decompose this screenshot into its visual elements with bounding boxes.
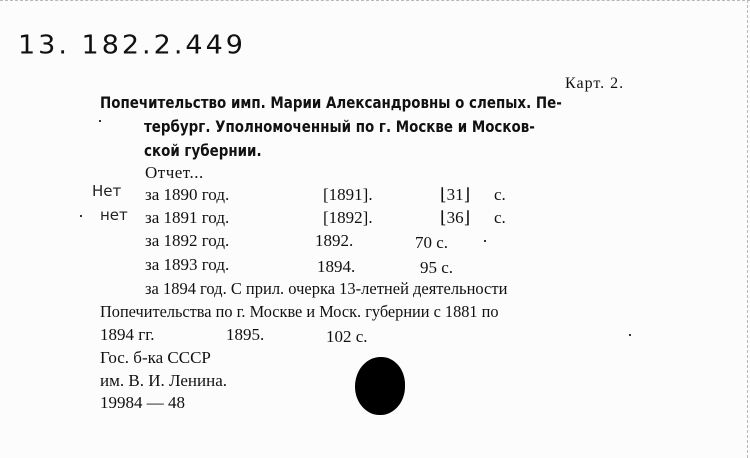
- speck: [80, 215, 82, 217]
- title: Отчет...: [145, 163, 204, 182]
- entry-1894-imprint-years: 1894 гг.: [100, 325, 155, 344]
- entry-1894-line-2: Попечительства по г. Москве и Моск. губернии с 1881 по: [100, 302, 499, 321]
- entry-1891-unit: с.: [494, 208, 506, 227]
- perforated-top-edge: [0, 0, 750, 7]
- heading-line-1: Попечительство имп. Марии Александровны о слепых. Пе-: [100, 93, 562, 112]
- speck: [484, 240, 486, 242]
- library-dedication: им. В. И. Ленина.: [100, 371, 228, 390]
- punch-hole: [355, 357, 405, 415]
- handwritten-note-1: Нет: [92, 182, 122, 200]
- library-print-number: 19984 — 48: [100, 393, 185, 412]
- entry-1892-year: 1892.: [315, 231, 354, 250]
- speck: [629, 334, 631, 336]
- entry-1893-pages: 95 с.: [420, 258, 454, 277]
- entry-1894-line-1: за 1894 год. С прил. очерка 13-летней деятельности: [145, 279, 508, 298]
- library-name: Гос. б-ка СССР: [100, 348, 211, 367]
- perforated-right-edge: [741, 0, 748, 458]
- heading-line-2: тербург. Уполномоченный по г. Москве и Москов-: [144, 117, 535, 136]
- entry-1890-pages: ⌊31⌋: [440, 185, 471, 204]
- entry-1894-pages: 102 с.: [326, 327, 368, 346]
- entry-1894-imprint-date: 1895.: [226, 325, 265, 344]
- entry-1892-pages: 70 с.: [415, 233, 449, 252]
- entry-1890-unit: с.: [494, 185, 506, 204]
- entry-1891-period: за 1891 год.: [145, 208, 230, 227]
- handwritten-note-2: нет: [100, 206, 128, 224]
- entry-1890-year: [1891].: [323, 185, 373, 204]
- entry-1893-year: 1894.: [317, 257, 356, 276]
- entry-1893-period: за 1893 год.: [145, 255, 230, 274]
- card-number: Карт. 2.: [565, 75, 625, 92]
- speck: [99, 120, 101, 122]
- heading-line-3: ской губернии.: [144, 141, 262, 160]
- entry-1891-pages: ⌊36⌋: [440, 208, 471, 227]
- entry-1891-year: [1892].: [323, 208, 373, 227]
- call-number: 13. 182.2.449: [18, 30, 246, 61]
- entry-1892-period: за 1892 год.: [145, 231, 230, 250]
- entry-1890-period: за 1890 год.: [145, 185, 230, 204]
